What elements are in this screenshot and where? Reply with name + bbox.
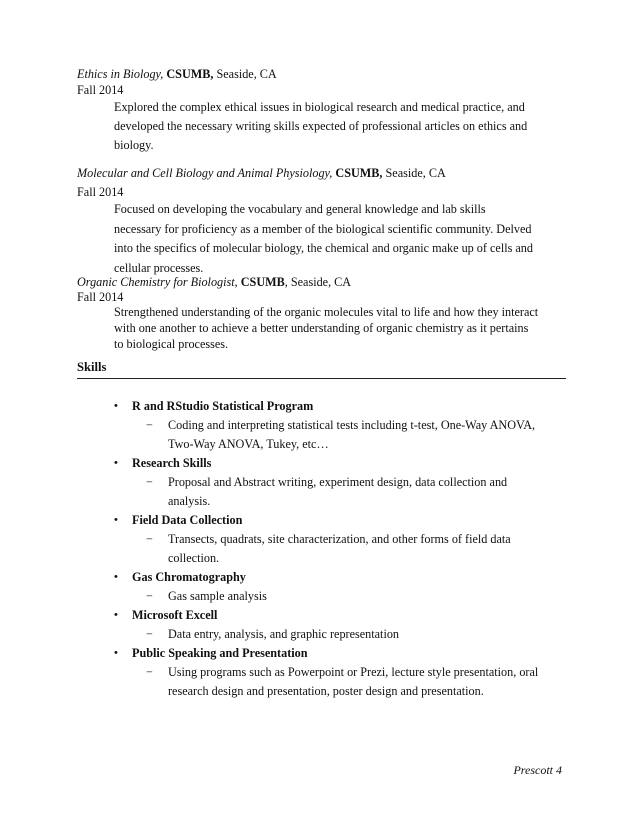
skill-detail-line: collection. xyxy=(168,551,220,565)
dash-icon: − xyxy=(146,532,153,546)
course-entry xyxy=(77,165,577,278)
skill-item xyxy=(114,644,574,701)
description-line: with one another to achieve a better understanding of organic chemistry as it pertains xyxy=(114,321,529,335)
dash-icon: − xyxy=(146,475,153,489)
course-heading xyxy=(77,165,577,181)
description-line: biology. xyxy=(114,138,154,152)
course-heading xyxy=(77,66,577,82)
skill-item xyxy=(114,511,574,568)
section-divider xyxy=(77,378,566,379)
course-title: Molecular and Cell Biology and Animal Physiology, xyxy=(77,166,333,180)
skill-item xyxy=(114,606,574,644)
course-school: CSUMB xyxy=(240,275,285,289)
skill-title: Public Speaking and Presentation xyxy=(132,646,308,660)
skill-detail-line: Data entry, analysis, and graphic representation xyxy=(168,627,400,641)
description-line: necessary for proficiency as a member of the biological scientific community. Delved xyxy=(114,221,532,236)
description-line: into the specifics of molecular biology, the chemical and organic make up of cells and xyxy=(114,241,533,255)
bullet-icon: • xyxy=(114,571,118,583)
course-heading xyxy=(77,274,577,290)
skill-title: Research Skills xyxy=(132,456,212,470)
description-line: cellular processes. xyxy=(114,260,204,275)
bullet-icon: • xyxy=(114,647,118,659)
skill-title: Gas Chromatography xyxy=(132,570,246,584)
course-description xyxy=(114,98,544,155)
course-location: Seaside, CA xyxy=(385,166,446,180)
bullet-icon: • xyxy=(114,457,118,469)
skills-list xyxy=(114,397,574,701)
course-title: Ethics in Biology, xyxy=(77,67,164,81)
skill-detail-line: Gas sample analysis xyxy=(168,589,267,603)
skill-title: Field Data Collection xyxy=(132,513,243,527)
bullet-icon: • xyxy=(114,400,118,412)
description-line: Explored the complex ethical issues in biological research and medical practice, and xyxy=(114,100,525,114)
course-description xyxy=(114,304,544,352)
course-title: Organic Chemistry for Biologist, xyxy=(77,275,238,289)
course-description xyxy=(114,200,544,278)
bullet-icon: • xyxy=(114,609,118,621)
dash-icon: − xyxy=(146,418,153,432)
skill-detail-line: Using programs such as Powerpoint or Prezi, lecture style presentation, oral xyxy=(168,665,539,679)
course-term: Fall 2014 xyxy=(77,185,124,199)
course-entry xyxy=(77,274,577,352)
description-line: Strengthened understanding of the organic molecules vital to life and how they interact xyxy=(114,305,539,319)
skill-title: Microsoft Excell xyxy=(132,608,218,622)
course-location: , Seaside, CA xyxy=(284,275,352,289)
course-school: CSUMB, xyxy=(166,67,214,81)
course-entry xyxy=(77,66,577,155)
skill-title: R and RStudio Statistical Program xyxy=(132,399,314,413)
skill-detail-line: Two-Way ANOVA, Tukey, etc… xyxy=(168,437,329,451)
skill-item xyxy=(114,568,574,606)
skill-detail-line: Transects, quadrats, site characterization, and other forms of field data xyxy=(168,532,511,546)
dash-icon: − xyxy=(146,589,153,603)
skill-detail-line: Proposal and Abstract writing, experiment design, data collection and xyxy=(168,475,508,489)
description-line: developed the necessary writing skills expected of professional articles on ethics and xyxy=(114,119,528,133)
page-footer: Prescott 4 xyxy=(513,763,562,777)
description-line: to biological processes. xyxy=(114,337,229,351)
dash-icon: − xyxy=(146,627,153,641)
course-term: Fall 2014 xyxy=(77,83,124,97)
skill-detail-line: analysis. xyxy=(168,494,211,508)
bullet-icon: • xyxy=(114,514,118,526)
skill-item xyxy=(114,454,574,511)
skill-detail-line: research design and presentation, poster design and presentation. xyxy=(168,684,484,698)
course-school: CSUMB, xyxy=(335,166,383,180)
dash-icon: − xyxy=(146,665,153,679)
course-location: Seaside, CA xyxy=(216,67,277,81)
section-title-skills: Skills xyxy=(77,360,107,374)
course-term: Fall 2014 xyxy=(77,290,124,304)
description-line: Focused on developing the vocabulary and general knowledge and lab skills xyxy=(114,202,486,216)
skill-detail-line: Coding and interpreting statistical tests including t-test, One-Way ANOVA, xyxy=(168,418,536,432)
skill-item xyxy=(114,397,574,454)
